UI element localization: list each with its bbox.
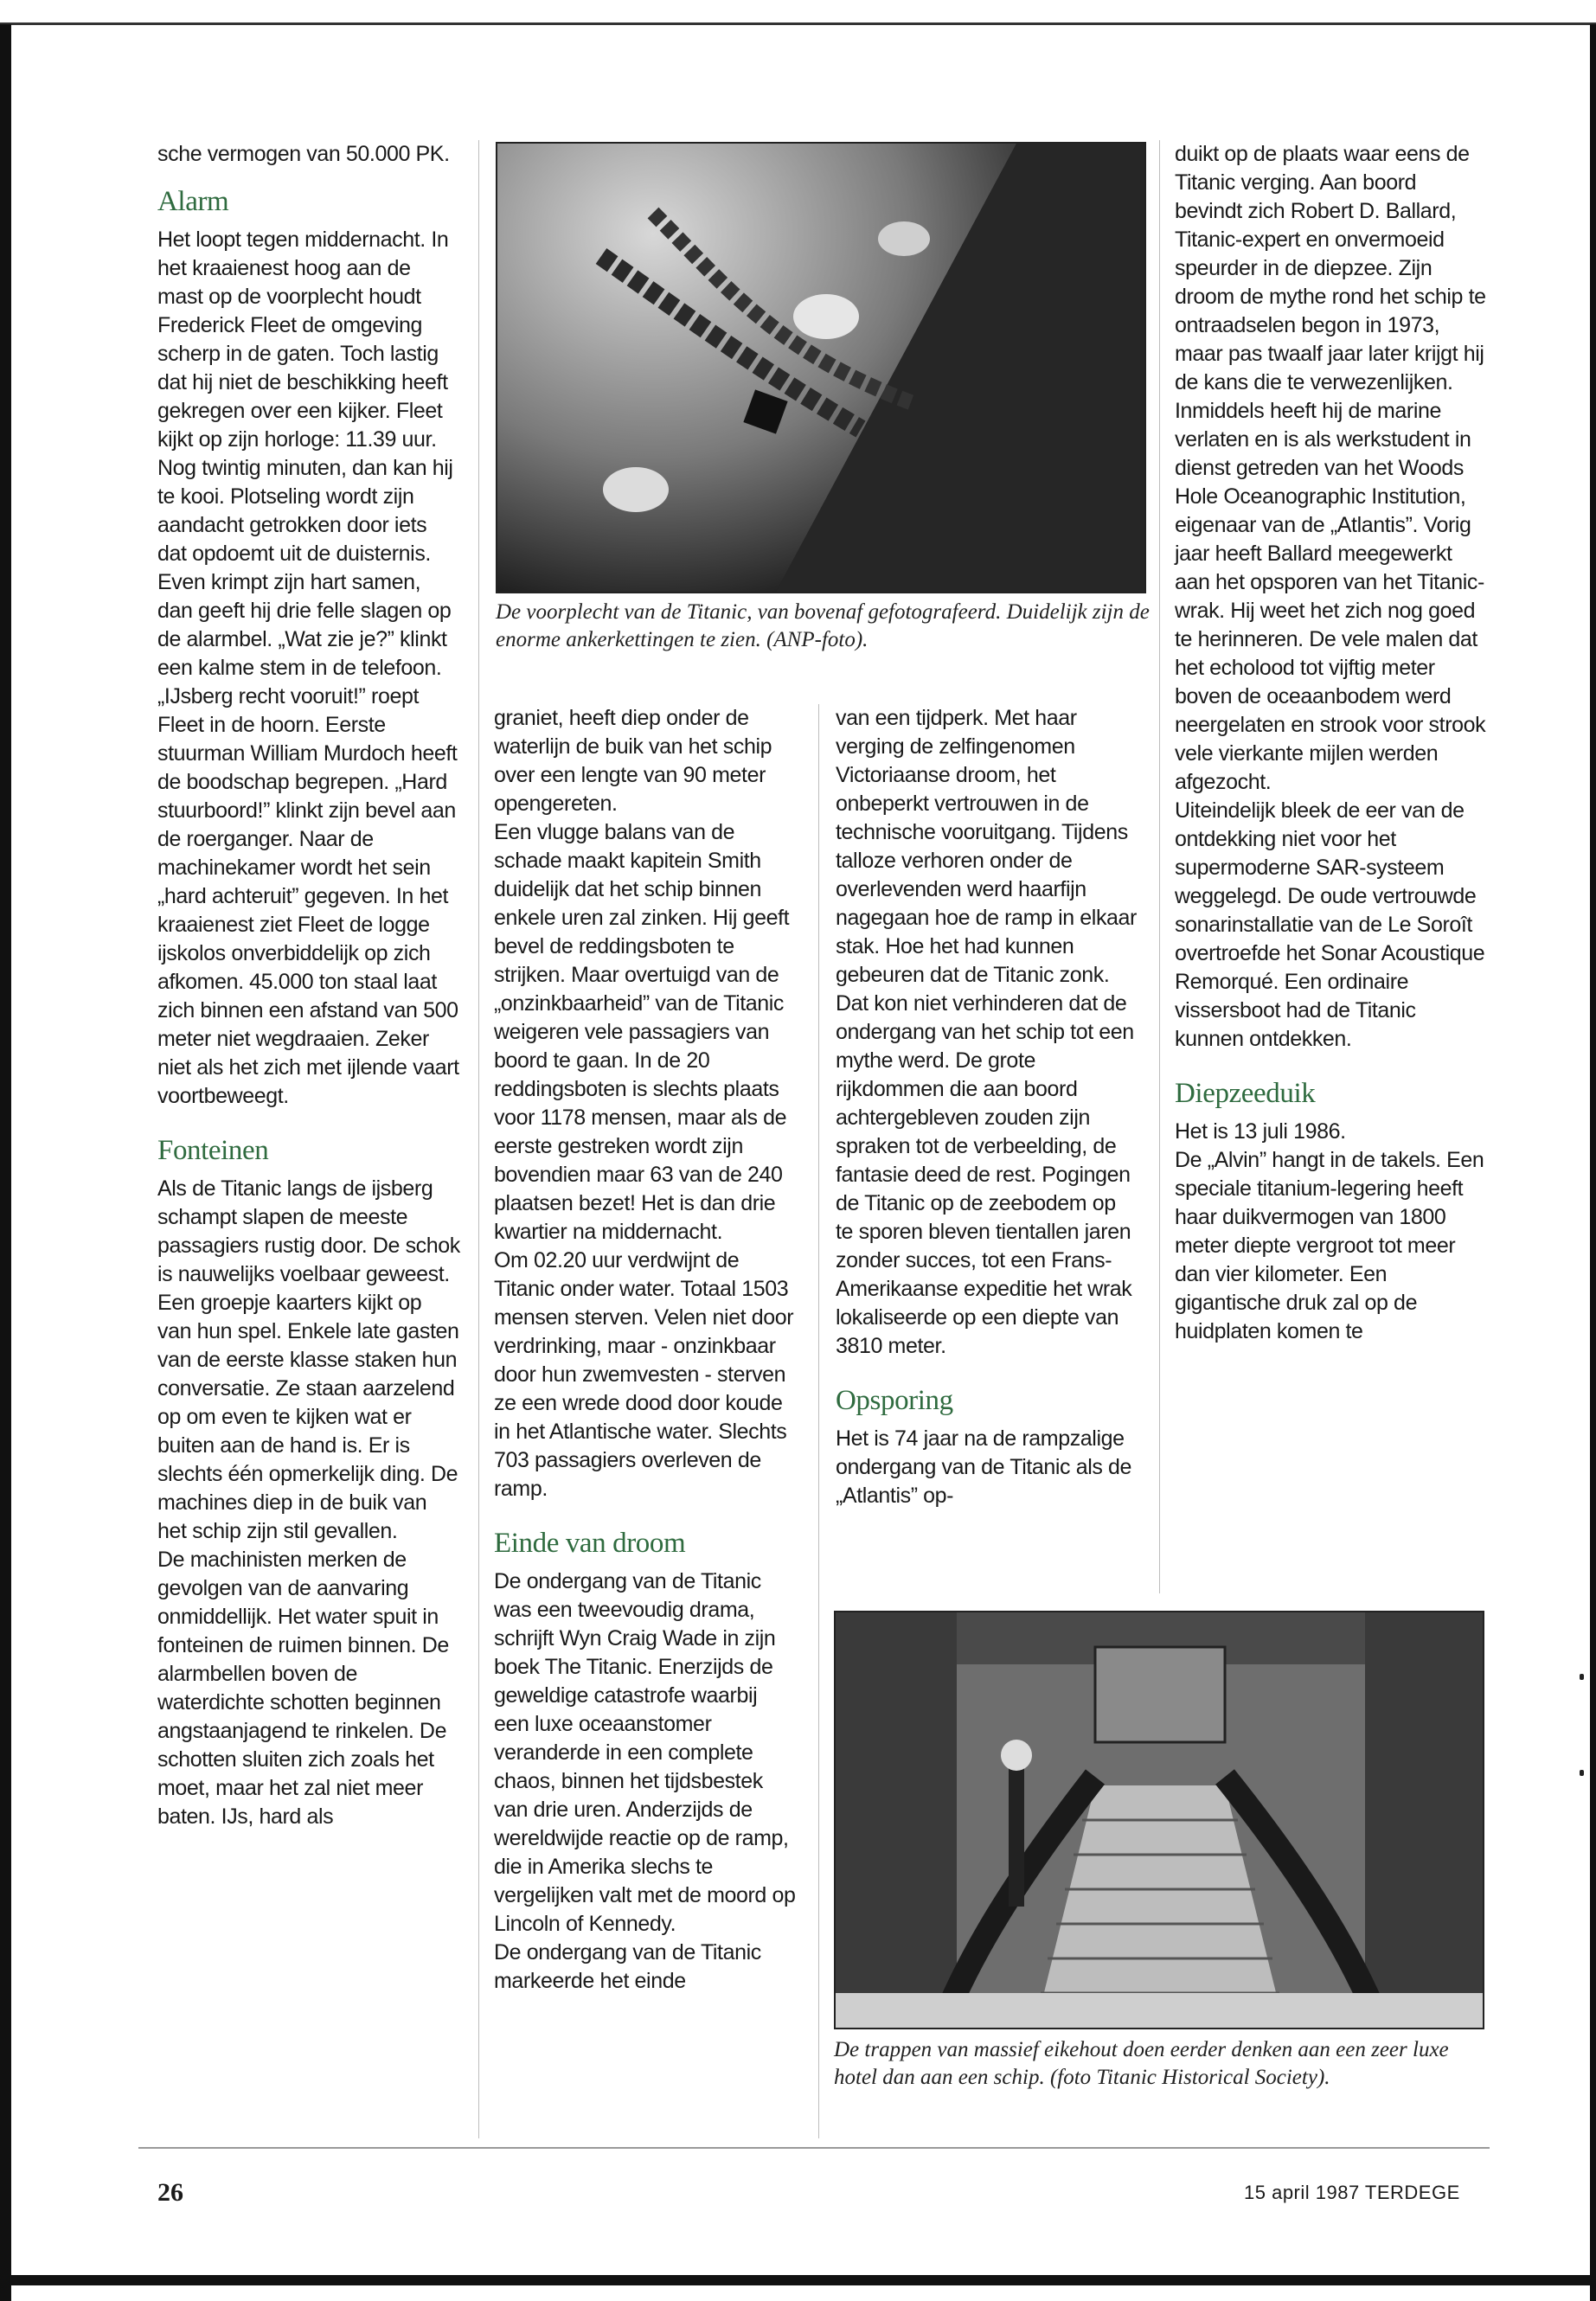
col2-paragraph-3: Om 02.20 uur verdwijnt de Titanic onder water. Totaal 1503 mensen sterven. Velen niet door verdrinking, maar - onzinkbaar door hun zwemvesten - sterven ze een wrede dood door koude in het Atlantische water. Slechts 703 passagiers overleven de ramp. (494, 1248, 794, 1501)
heading-fonteinen: Fonteinen (157, 1135, 269, 1166)
heading-einde-van-droom: Einde van droom (494, 1528, 686, 1559)
heading-diepzeeduik: Diepzeeduik (1175, 1078, 1316, 1109)
page-number: 26 (157, 2178, 183, 2207)
page-border-left (0, 24, 11, 2301)
staircase-image (836, 1612, 1484, 2029)
col2-paragraph-2: Een vlugge balans van de schade maakt kapitein Smith duidelijk dat het schip binnen enkele uren zal zinken. Hij geeft bevel de reddingsboten te strijken. Maar overtuigd van de „onzinkbaarheid” van de Titanic weigeren vele passagiers van boord te gaan. In de 20 reddingsboten is slechts plaats voor 1178 mensen, maar als de eerste gestreken wordt zijn bovendien maar 63 van de 240 plaatsen bezet! Het is dan drie kwartier na middernacht. (494, 820, 790, 1244)
fonteinen-paragraph-1: Als de Titanic langs de ijsberg schampt slapen de meeste passagiers rustig door. De schok is nauwelijks voelbaar geweest. Een groepje kaarters kijkt op van hun spel. Enkele late gasten van de eerste klasse staken hun conversatie. Ze staan aarzelend op om even te kijken wat er buiten aan de hand is. Er is slechts één opmerkelijk ding. De machines diep in de buik van het schip zijn stil gevallen. (157, 1176, 460, 1543)
page-border-right (1590, 24, 1596, 2301)
column-4 (1175, 140, 1486, 1346)
column-3 (836, 704, 1138, 1510)
diepzee-paragraph-2: De „Alvin” hangt in de takels. Een speciale titanium-legering heeft haar duikvermogen van 1800 meter diepte vergroot tot meer dan vier kilometer. Een gigantische druk zal op de huidplaten komen te (1175, 1148, 1484, 1343)
column-divider-1 (478, 140, 479, 2138)
col4-paragraph-1: duikt op de plaats waar eens de Titanic verging. Aan boord bevindt zich Robert D. Ballard, Titanic-expert en onvermoeid speurder in de diepzee. Zijn droom de mythe rond het schip te ontraadselen begon in 1973, maar pas twaalf jaar later krijgt hij de kans die te verwezenlijken. Inmiddels heeft hij de marine verlaten en is als werkstudent in dienst getreden van het Woods Hole Oceanographic Institution, eigenaar van de „Atlantis”. Vorig jaar heeft Ballard meegewerkt aan het opsporen van het Titanic-wrak. Hij weet het zich nog goed te herinneren. De vele malen dat het echolood tot vijftig meter boven de oceaanbodem werd neergelaten en strook voor strook vele vierkante mijlen werden afgezocht. (1175, 142, 1486, 794)
photo-anchor-chains (496, 142, 1146, 593)
heading-alarm: Alarm (157, 186, 229, 217)
col4-paragraph-2: Uiteindelijk bleek de eer van de ontdekking niet voor het supermoderne SAR-systeem weggelegd. De oude vertrouwde sonarinstallatie van de Le Soroît overtroefde het Sonar Acoustique Remorqué. Een ordinaire vissersboot had de Titanic kunnen ontdekken. (1175, 798, 1485, 1051)
footer-issue: 15 april 1987 TERDEGE (1244, 2182, 1460, 2203)
col2-paragraph-1: graniet, heeft diep onder de waterlijn de buik van het schip over een lengte van 90 meter opengereten. (494, 706, 772, 816)
fonteinen-paragraph-2: De machinisten merken de gevolgen van de aanvaring onmiddellijk. Het water spuit in fonteinen de ruimen binnen. De alarmbellen boven de waterdichte schotten beginnen angstaanjagend te rinkelen. De schotten sluiten zich zoals het moet, maar het zal niet meer baten. IJs, hard als (157, 1548, 449, 1829)
column-1 (157, 140, 460, 1831)
page-border-top (0, 22, 1596, 25)
alarm-text: Het loopt tegen middernacht. In het kraaienest hoog aan de mast op de voorplecht houdt Frederick Fleet de omgeving scherp in de gaten. Toch lastig dat hij niet de beschikking heeft gekregen over een kijker. Fleet kijkt op zijn horloge: 11.39 uur. Nog twintig minuten, dan kan hij te kooi. Plotseling wordt zijn aandacht getrokken door iets dat opdoemt uit de duisternis. Even krimpt zijn hart samen, dan geeft hij drie felle slagen op de alarmbel. „Wat zie je?” klinkt een kalme stem in de telefoon. „IJsberg recht vooruit!” roept Fleet in de hoorn. Eerste stuurman William Murdoch heeft de boodschap begrepen. „Hard stuurboord!” klinkt zijn bevel aan de roerganger. Naar de machinekamer wordt het sein „hard achteruit” gegeven. In het kraaienest ziet Fleet de logge ijskolos onverbiddelijk op zich afkomen. 45.000 ton staal laat zich binnen een afstand van 500 meter niet wegdraaien. Zeker niet als het zich met ijlende vaart voortbeweegt. (157, 228, 459, 1108)
column-divider-3 (1159, 140, 1160, 1593)
margin-mark-2 (1580, 1770, 1584, 1776)
photo-anchor-caption: De voorplecht van de Titanic, van bovenaf gefotografeerd. Duidelijk zijn de enorme ankerkettingen te zien. (ANP-foto). (496, 600, 1150, 651)
footer-rule (138, 2147, 1490, 2149)
page-border-bottom (0, 2275, 1596, 2285)
einde-paragraph-2: De ondergang van de Titanic markeerde het einde (494, 1940, 761, 1993)
column-2 (494, 704, 797, 1996)
col3-paragraph-1: van een tijdperk. Met haar verging de zelfingenomen Victoriaanse droom, het onbeperkt vertrouwen in de technische vooruitgang. Tijdens talloze verhoren onder de overlevenden werd haarfijn nagegaan hoe de ramp in elkaar stak. Hoe het had kunnen gebeuren dat de Titanic zonk. Dat kon niet verhinderen dat de ondergang van het schip tot een mythe werd. De grote rijkdommen die aan boord achtergebleven zouden zijn spraken tot de verbeelding, de fantasie deed de rest. Pogingen de Titanic op de zeebodem op te sporen bleven tientallen jaren zonder succes, tot een Frans-Amerikaanse expeditie het wrak lokaliseerde op een diepte van 3810 meter. (836, 706, 1137, 1358)
opsporing-text: Het is 74 jaar na de rampzalige ondergang van de Titanic als de „Atlantis” op- (836, 1426, 1132, 1508)
intro-text: sche vermogen van 50.000 PK. (157, 142, 450, 166)
heading-opsporing: Opsporing (836, 1385, 953, 1416)
margin-mark-1 (1580, 1674, 1584, 1680)
column-divider-2 (818, 704, 819, 2138)
photo-grand-staircase (834, 1611, 1484, 2029)
einde-paragraph-1: De ondergang van de Titanic was een tweevoudig drama, schrijft Wyn Craig Wade in zijn boek The Titanic. Enerzijds de geweldige catastrofe waarbij een luxe oceaanstomer veranderde in een complete chaos, binnen het tijdsbestek van drie uren. Anderzijds de wereldwijde reactie op de ramp, die in Amerika slechs te vergelijken valt met de moord op Lincoln of Kennedy. (494, 1569, 796, 1936)
photo-staircase-caption: De trappen van massief eikehout doen eerder denken aan een zeer luxe hotel dan aan een schip. (foto Titanic Historical Society). (834, 2038, 1449, 2089)
anchor-chains-image (497, 144, 1146, 593)
diepzee-paragraph-1: Het is 13 juli 1986. (1175, 1119, 1346, 1144)
